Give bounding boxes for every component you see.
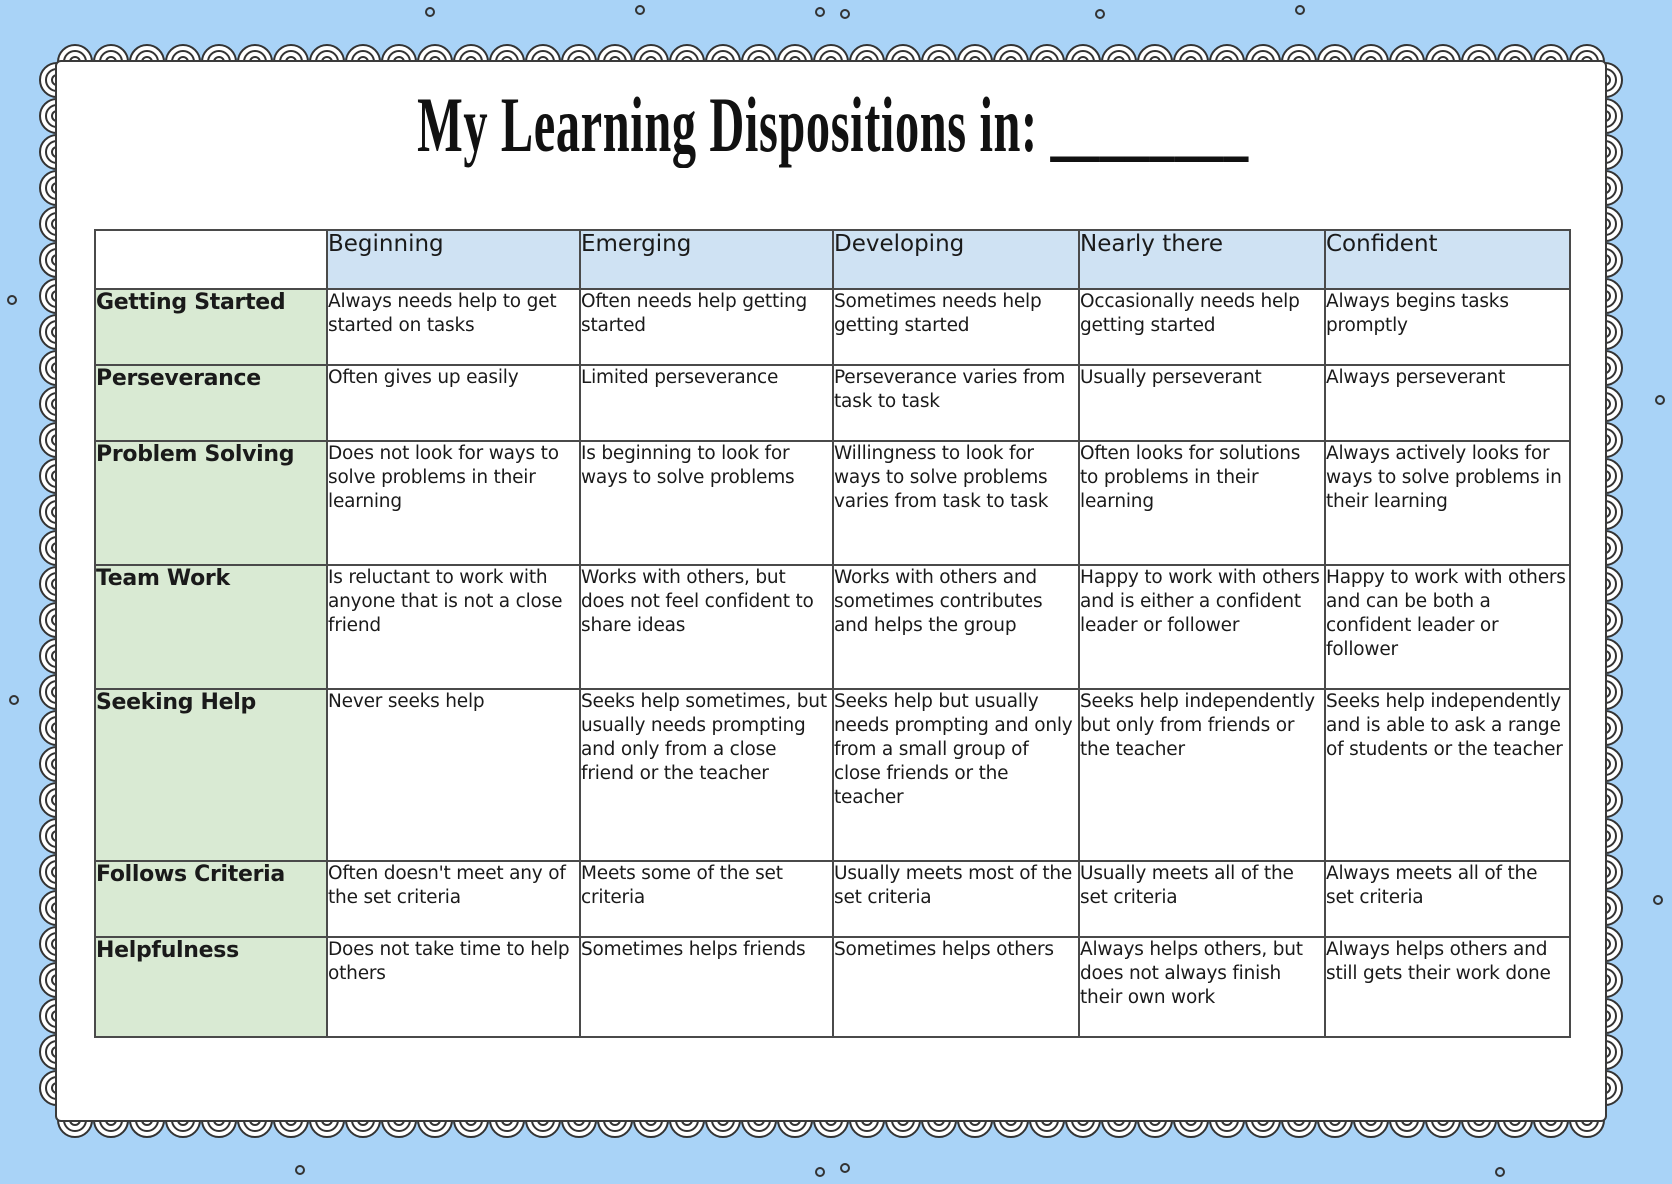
table-cell: Seeks help independently but only from friends or the teacher: [1079, 689, 1325, 861]
table-cell: Always actively looks for ways to solve problems in their learning: [1325, 441, 1570, 565]
table-cell: Always helps others, but does not always finish their own work: [1079, 937, 1325, 1037]
table-row: [95, 861, 1570, 937]
table-row: [95, 441, 1570, 565]
table-cell: Never seeks help: [327, 689, 580, 861]
dispositions-table: [94, 229, 1571, 1038]
table-cell: Is reluctant to work with anyone that is not a close friend: [327, 565, 580, 689]
table-cell: Is beginning to look for ways to solve problems: [580, 441, 833, 565]
table-cell: Sometimes needs help getting started: [833, 289, 1079, 365]
table-cell: Occasionally needs help getting started: [1079, 289, 1325, 365]
table-cell: Always begins tasks promptly: [1325, 289, 1570, 365]
table-row: [95, 289, 1570, 365]
table-cell: Usually perseverant: [1079, 365, 1325, 441]
table-cell: Always needs help to get started on tasks: [327, 289, 580, 365]
table-cell: Does not take time to help others: [327, 937, 580, 1037]
table-cell: Always helps others and still gets their work done: [1325, 937, 1570, 1037]
table-cell: Seeks help independently and is able to ask a range of students or the teacher: [1325, 689, 1570, 861]
table-cell: Often doesn't meet any of the set criteria: [327, 861, 580, 937]
row-label-team-work: Team Work: [95, 565, 327, 689]
header-row: [95, 230, 1570, 289]
row-label-perseverance: Perseverance: [95, 365, 327, 441]
column-header-emerging: Emerging: [580, 230, 833, 289]
table-cell: Sometimes helps friends: [580, 937, 833, 1037]
table-cell: Always perseverant: [1325, 365, 1570, 441]
table-cell: Happy to work with others and can be both a confident leader or follower: [1325, 565, 1570, 689]
table-cell: Usually meets all of the set criteria: [1079, 861, 1325, 937]
table-cell: Often needs help getting started: [580, 289, 833, 365]
row-label-getting-started: Getting Started: [95, 289, 327, 365]
table-cell: Limited perseverance: [580, 365, 833, 441]
table-cell: Perseverance varies from task to task: [833, 365, 1079, 441]
column-header-nearly-there: Nearly there: [1079, 230, 1325, 289]
table-cell: Willingness to look for ways to solve problems varies from task to task: [833, 441, 1079, 565]
page-title: [352, 80, 1314, 170]
table-row: [95, 689, 1570, 861]
table-cell: Seeks help sometimes, but usually needs prompting and only from a close friend or the teacher: [580, 689, 833, 861]
title-blank[interactable]: ________: [1050, 81, 1249, 168]
table-cell: Seeks help but usually needs prompting and only from a small group of close friends or the teacher: [833, 689, 1079, 861]
table-cell: Works with others, but does not feel confident to share ideas: [580, 565, 833, 689]
table-cell: Happy to work with others and is either a confident leader or follower: [1079, 565, 1325, 689]
table-cell: Sometimes helps others: [833, 937, 1079, 1037]
table-cell: Often gives up easily: [327, 365, 580, 441]
table-cell: Works with others and sometimes contributes and helps the group: [833, 565, 1079, 689]
table-row: [95, 565, 1570, 689]
table-row: [95, 365, 1570, 441]
table-cell: Often looks for solutions to problems in their learning: [1079, 441, 1325, 565]
title-text: My Learning Dispositions in:: [417, 81, 1038, 168]
column-header-confident: Confident: [1325, 230, 1570, 289]
table-cell: Always meets all of the set criteria: [1325, 861, 1570, 937]
table-cell: Does not look for ways to solve problems in their learning: [327, 441, 580, 565]
row-label-seeking-help: Seeking Help: [95, 689, 327, 861]
row-label-problem-solving: Problem Solving: [95, 441, 327, 565]
row-label-follows-criteria: Follows Criteria: [95, 861, 327, 937]
corner-cell: [95, 230, 327, 289]
column-header-beginning: Beginning: [327, 230, 580, 289]
table-cell: Meets some of the set criteria: [580, 861, 833, 937]
table-row: [95, 937, 1570, 1037]
worksheet-page: [55, 60, 1607, 1122]
row-label-helpfulness: Helpfulness: [95, 937, 327, 1037]
column-header-developing: Developing: [833, 230, 1079, 289]
table-cell: Usually meets most of the set criteria: [833, 861, 1079, 937]
